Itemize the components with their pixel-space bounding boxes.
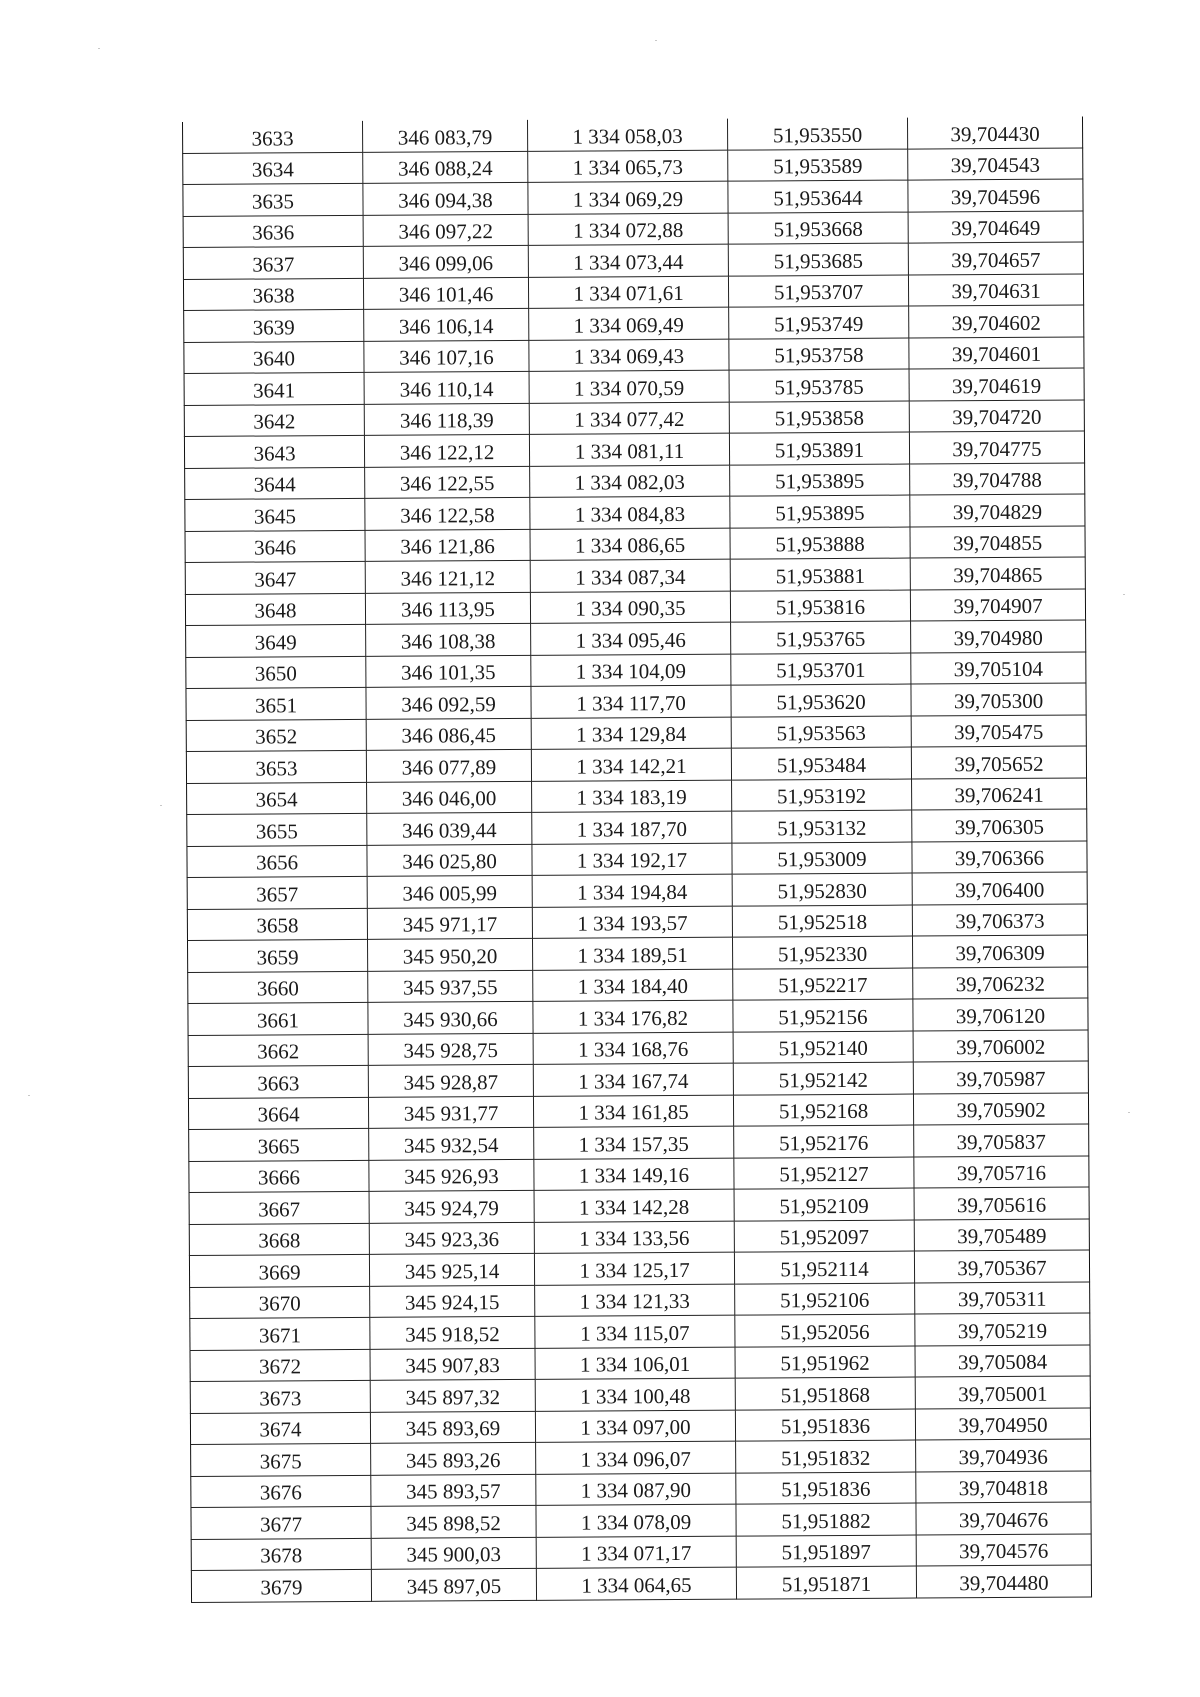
y-coordinate-cell: 1 334 189,51 bbox=[532, 937, 732, 970]
longitude-cell: 39,704788 bbox=[910, 462, 1085, 495]
longitude-cell: 39,704602 bbox=[909, 305, 1084, 338]
longitude-cell: 39,706002 bbox=[913, 1029, 1088, 1062]
latitude-cell: 51,953895 bbox=[730, 495, 910, 528]
point-number-cell: 3642 bbox=[184, 404, 364, 437]
latitude-cell: 51,953589 bbox=[728, 149, 908, 182]
point-number-cell: 3647 bbox=[185, 561, 365, 594]
latitude-cell: 51,953749 bbox=[729, 306, 909, 339]
y-coordinate-cell: 1 334 071,61 bbox=[528, 276, 728, 309]
x-coordinate-cell: 345 918,52 bbox=[370, 1316, 535, 1349]
latitude-cell: 51,951897 bbox=[736, 1535, 916, 1568]
point-number-cell: 3663 bbox=[188, 1065, 368, 1098]
y-coordinate-cell: 1 334 071,17 bbox=[536, 1536, 736, 1569]
x-coordinate-cell: 346 094,38 bbox=[363, 182, 528, 215]
y-coordinate-cell: 1 334 081,11 bbox=[529, 433, 729, 466]
latitude-cell: 51,953888 bbox=[730, 527, 910, 560]
latitude-cell: 51,952142 bbox=[733, 1062, 913, 1095]
longitude-cell: 39,704543 bbox=[908, 147, 1083, 180]
x-coordinate-cell: 346 122,58 bbox=[365, 497, 530, 530]
y-coordinate-cell: 1 334 129,84 bbox=[531, 717, 731, 750]
latitude-cell: 51,952830 bbox=[732, 873, 912, 906]
latitude-cell: 51,953009 bbox=[732, 842, 912, 875]
latitude-cell: 51,953765 bbox=[731, 621, 911, 654]
coordinates-table-container bbox=[182, 117, 1091, 1603]
point-number-cell: 3649 bbox=[186, 624, 366, 657]
x-coordinate-cell: 345 898,52 bbox=[371, 1505, 536, 1538]
point-number-cell: 3669 bbox=[189, 1254, 369, 1287]
longitude-cell: 39,705219 bbox=[915, 1313, 1090, 1346]
x-coordinate-cell: 346 083,79 bbox=[362, 120, 527, 152]
latitude-cell: 51,951836 bbox=[735, 1409, 915, 1442]
coordinates-table-body bbox=[182, 116, 1091, 1601]
point-number-cell: 3665 bbox=[189, 1128, 369, 1161]
longitude-cell: 39,705367 bbox=[914, 1250, 1089, 1283]
latitude-cell: 51,952518 bbox=[732, 905, 912, 938]
x-coordinate-cell: 346 101,35 bbox=[366, 655, 531, 688]
x-coordinate-cell: 346 097,22 bbox=[363, 214, 528, 247]
latitude-cell: 51,951868 bbox=[735, 1377, 915, 1410]
y-coordinate-cell: 1 334 125,17 bbox=[534, 1252, 734, 1285]
longitude-cell: 39,704657 bbox=[908, 242, 1083, 275]
latitude-cell: 51,952217 bbox=[733, 968, 913, 1001]
point-number-cell: 3644 bbox=[185, 467, 365, 500]
x-coordinate-cell: 346 077,89 bbox=[366, 749, 531, 782]
y-coordinate-cell: 1 334 087,90 bbox=[536, 1473, 736, 1506]
point-number-cell: 3651 bbox=[186, 687, 366, 720]
y-coordinate-cell: 1 334 121,33 bbox=[535, 1284, 735, 1317]
longitude-cell: 39,704619 bbox=[909, 368, 1084, 401]
y-coordinate-cell: 1 334 082,03 bbox=[530, 465, 730, 498]
y-coordinate-cell: 1 334 073,44 bbox=[528, 244, 728, 277]
y-coordinate-cell: 1 334 069,29 bbox=[528, 181, 728, 214]
scan-speck bbox=[1128, 1112, 1130, 1113]
latitude-cell: 51,953895 bbox=[730, 464, 910, 497]
longitude-cell: 39,705104 bbox=[911, 651, 1086, 684]
longitude-cell: 39,705616 bbox=[914, 1187, 1089, 1220]
point-number-cell: 3655 bbox=[187, 813, 367, 846]
latitude-cell: 51,953707 bbox=[728, 275, 908, 308]
y-coordinate-cell: 1 334 070,59 bbox=[529, 370, 729, 403]
longitude-cell: 39,705084 bbox=[915, 1344, 1090, 1377]
longitude-cell: 39,705652 bbox=[911, 746, 1086, 779]
point-number-cell: 3634 bbox=[183, 152, 363, 185]
coordinates-table bbox=[182, 116, 1092, 1602]
y-coordinate-cell: 1 334 142,21 bbox=[531, 748, 731, 781]
point-number-cell: 3654 bbox=[187, 782, 367, 815]
point-number-cell: 3653 bbox=[186, 750, 366, 783]
x-coordinate-cell: 346 005,99 bbox=[367, 875, 532, 908]
longitude-cell: 39,704865 bbox=[910, 557, 1085, 590]
y-coordinate-cell: 1 334 194,84 bbox=[532, 874, 732, 907]
x-coordinate-cell: 346 113,95 bbox=[365, 592, 530, 625]
latitude-cell: 51,952109 bbox=[734, 1188, 914, 1221]
x-coordinate-cell: 345 932,54 bbox=[369, 1127, 534, 1160]
x-coordinate-cell: 345 930,66 bbox=[368, 1001, 533, 1034]
x-coordinate-cell: 345 925,14 bbox=[369, 1253, 534, 1286]
x-coordinate-cell: 346 092,59 bbox=[366, 686, 531, 719]
scan-speck bbox=[1123, 594, 1125, 595]
x-coordinate-cell: 346 086,45 bbox=[366, 718, 531, 751]
y-coordinate-cell: 1 334 072,88 bbox=[528, 213, 728, 246]
x-coordinate-cell: 345 893,57 bbox=[371, 1474, 536, 1507]
scan-speck bbox=[160, 805, 162, 806]
x-coordinate-cell: 345 931,77 bbox=[368, 1096, 533, 1129]
y-coordinate-cell: 1 334 078,09 bbox=[536, 1504, 736, 1537]
x-coordinate-cell: 345 924,15 bbox=[370, 1285, 535, 1318]
longitude-cell: 39,706232 bbox=[913, 966, 1088, 999]
y-coordinate-cell: 1 334 084,83 bbox=[530, 496, 730, 529]
latitude-cell: 51,952330 bbox=[732, 936, 912, 969]
latitude-cell: 51,953858 bbox=[729, 401, 909, 434]
x-coordinate-cell: 345 897,32 bbox=[370, 1379, 535, 1412]
point-number-cell: 3657 bbox=[187, 876, 367, 909]
longitude-cell: 39,706373 bbox=[912, 903, 1087, 936]
point-number-cell: 3671 bbox=[190, 1317, 370, 1350]
x-coordinate-cell: 346 107,16 bbox=[364, 340, 529, 373]
latitude-cell: 51,953891 bbox=[729, 432, 909, 465]
x-coordinate-cell: 345 926,93 bbox=[369, 1159, 534, 1192]
latitude-cell: 51,952176 bbox=[734, 1125, 914, 1158]
longitude-cell: 39,706305 bbox=[912, 809, 1087, 842]
longitude-cell: 39,704829 bbox=[910, 494, 1085, 527]
longitude-cell: 39,705001 bbox=[915, 1376, 1090, 1409]
point-number-cell: 3656 bbox=[187, 845, 367, 878]
longitude-cell: 39,704907 bbox=[910, 588, 1085, 621]
x-coordinate-cell: 345 928,75 bbox=[368, 1033, 533, 1066]
point-number-cell: 3658 bbox=[187, 908, 367, 941]
longitude-cell: 39,704601 bbox=[909, 336, 1084, 369]
point-number-cell: 3636 bbox=[183, 215, 363, 248]
x-coordinate-cell: 345 928,87 bbox=[368, 1064, 533, 1097]
y-coordinate-cell: 1 334 106,01 bbox=[535, 1347, 735, 1380]
y-coordinate-cell: 1 334 065,73 bbox=[528, 150, 728, 183]
point-number-cell: 3677 bbox=[191, 1506, 371, 1539]
y-coordinate-cell: 1 334 104,09 bbox=[531, 654, 731, 687]
scan-speck bbox=[98, 48, 100, 49]
x-coordinate-cell: 346 088,24 bbox=[363, 151, 528, 184]
latitude-cell: 51,952106 bbox=[735, 1283, 915, 1316]
latitude-cell: 51,952127 bbox=[734, 1157, 914, 1190]
longitude-cell: 39,706400 bbox=[912, 872, 1087, 905]
longitude-cell: 39,706120 bbox=[913, 998, 1088, 1031]
longitude-cell: 39,705987 bbox=[913, 1061, 1088, 1094]
latitude-cell: 51,952056 bbox=[735, 1314, 915, 1347]
y-coordinate-cell: 1 334 192,17 bbox=[532, 843, 732, 876]
longitude-cell: 39,705311 bbox=[915, 1281, 1090, 1314]
y-coordinate-cell: 1 334 069,49 bbox=[529, 307, 729, 340]
latitude-cell: 51,952168 bbox=[733, 1094, 913, 1127]
x-coordinate-cell: 346 122,12 bbox=[364, 434, 529, 467]
longitude-cell: 39,705489 bbox=[914, 1218, 1089, 1251]
y-coordinate-cell: 1 334 167,74 bbox=[533, 1063, 733, 1096]
longitude-cell: 39,704631 bbox=[908, 273, 1083, 306]
longitude-cell: 39,705716 bbox=[914, 1155, 1089, 1188]
y-coordinate-cell: 1 334 184,40 bbox=[533, 969, 733, 1002]
x-coordinate-cell: 346 118,39 bbox=[364, 403, 529, 436]
y-coordinate-cell: 1 334 069,43 bbox=[529, 339, 729, 372]
y-coordinate-cell: 1 334 149,16 bbox=[534, 1158, 734, 1191]
point-number-cell: 3643 bbox=[184, 435, 364, 468]
longitude-cell: 39,705837 bbox=[914, 1124, 1089, 1157]
latitude-cell: 51,951882 bbox=[736, 1503, 916, 1536]
latitude-cell: 51,951871 bbox=[736, 1566, 916, 1599]
longitude-cell: 39,704649 bbox=[908, 210, 1083, 243]
y-coordinate-cell: 1 334 064,65 bbox=[536, 1567, 736, 1600]
x-coordinate-cell: 346 039,44 bbox=[367, 812, 532, 845]
latitude-cell: 51,953668 bbox=[728, 212, 908, 245]
y-coordinate-cell: 1 334 133,56 bbox=[534, 1221, 734, 1254]
y-coordinate-cell: 1 334 142,28 bbox=[534, 1189, 734, 1222]
x-coordinate-cell: 345 893,26 bbox=[371, 1442, 536, 1475]
longitude-cell: 39,704818 bbox=[916, 1470, 1091, 1503]
longitude-cell: 39,704676 bbox=[916, 1502, 1091, 1535]
longitude-cell: 39,705300 bbox=[911, 683, 1086, 716]
point-number-cell: 3646 bbox=[185, 530, 365, 563]
point-number-cell: 3674 bbox=[190, 1412, 370, 1445]
point-number-cell: 3645 bbox=[185, 498, 365, 531]
latitude-cell: 51,953644 bbox=[728, 180, 908, 213]
latitude-cell: 51,953816 bbox=[730, 590, 910, 623]
point-number-cell: 3666 bbox=[189, 1160, 369, 1193]
point-number-cell: 3670 bbox=[190, 1286, 370, 1319]
point-number-cell: 3667 bbox=[189, 1191, 369, 1224]
x-coordinate-cell: 346 046,00 bbox=[367, 781, 532, 814]
point-number-cell: 3661 bbox=[188, 1002, 368, 1035]
point-number-cell: 3650 bbox=[186, 656, 366, 689]
x-coordinate-cell: 345 950,20 bbox=[367, 938, 532, 971]
longitude-cell: 39,704950 bbox=[915, 1407, 1090, 1440]
point-number-cell: 3640 bbox=[184, 341, 364, 374]
latitude-cell: 51,952140 bbox=[733, 1031, 913, 1064]
y-coordinate-cell: 1 334 161,85 bbox=[533, 1095, 733, 1128]
point-number-cell: 3676 bbox=[191, 1475, 371, 1508]
longitude-cell: 39,706241 bbox=[912, 777, 1087, 810]
point-number-cell: 3638 bbox=[183, 278, 363, 311]
latitude-cell: 51,953550 bbox=[727, 118, 907, 150]
point-number-cell: 3660 bbox=[188, 971, 368, 1004]
longitude-cell: 39,704430 bbox=[907, 116, 1082, 148]
x-coordinate-cell: 345 897,05 bbox=[371, 1568, 536, 1601]
longitude-cell: 39,704775 bbox=[909, 431, 1084, 464]
x-coordinate-cell: 346 025,80 bbox=[367, 844, 532, 877]
y-coordinate-cell: 1 334 176,82 bbox=[533, 1000, 733, 1033]
point-number-cell: 3659 bbox=[187, 939, 367, 972]
x-coordinate-cell: 345 923,36 bbox=[369, 1222, 534, 1255]
latitude-cell: 51,952114 bbox=[734, 1251, 914, 1284]
x-coordinate-cell: 346 121,12 bbox=[365, 560, 530, 593]
y-coordinate-cell: 1 334 187,70 bbox=[532, 811, 732, 844]
latitude-cell: 51,953758 bbox=[729, 338, 909, 371]
y-coordinate-cell: 1 334 117,70 bbox=[531, 685, 731, 718]
x-coordinate-cell: 345 893,69 bbox=[370, 1411, 535, 1444]
longitude-cell: 39,704576 bbox=[916, 1533, 1091, 1566]
latitude-cell: 51,951836 bbox=[736, 1472, 916, 1505]
point-number-cell: 3679 bbox=[191, 1569, 371, 1602]
longitude-cell: 39,704480 bbox=[916, 1565, 1091, 1598]
y-coordinate-cell: 1 334 115,07 bbox=[535, 1315, 735, 1348]
x-coordinate-cell: 346 101,46 bbox=[363, 277, 528, 310]
x-coordinate-cell: 345 924,79 bbox=[369, 1190, 534, 1223]
y-coordinate-cell: 1 334 077,42 bbox=[529, 402, 729, 435]
latitude-cell: 51,953563 bbox=[731, 716, 911, 749]
longitude-cell: 39,704936 bbox=[916, 1439, 1091, 1472]
longitude-cell: 39,705902 bbox=[913, 1092, 1088, 1125]
point-number-cell: 3672 bbox=[190, 1349, 370, 1382]
longitude-cell: 39,706309 bbox=[912, 935, 1087, 968]
table-row bbox=[191, 1565, 1091, 1602]
y-coordinate-cell: 1 334 100,48 bbox=[535, 1378, 735, 1411]
latitude-cell: 51,953785 bbox=[729, 369, 909, 402]
x-coordinate-cell: 346 108,38 bbox=[366, 623, 531, 656]
y-coordinate-cell: 1 334 058,03 bbox=[527, 119, 727, 151]
x-coordinate-cell: 345 907,83 bbox=[370, 1348, 535, 1381]
latitude-cell: 51,952097 bbox=[734, 1220, 914, 1253]
latitude-cell: 51,952156 bbox=[733, 999, 913, 1032]
y-coordinate-cell: 1 334 097,00 bbox=[535, 1410, 735, 1443]
latitude-cell: 51,953701 bbox=[731, 653, 911, 686]
point-number-cell: 3637 bbox=[183, 246, 363, 279]
latitude-cell: 51,953484 bbox=[731, 747, 911, 780]
y-coordinate-cell: 1 334 168,76 bbox=[533, 1032, 733, 1065]
y-coordinate-cell: 1 334 090,35 bbox=[530, 591, 730, 624]
point-number-cell: 3675 bbox=[191, 1443, 371, 1476]
point-number-cell: 3673 bbox=[190, 1380, 370, 1413]
scan-speck bbox=[28, 1095, 30, 1096]
x-coordinate-cell: 346 106,14 bbox=[364, 308, 529, 341]
x-coordinate-cell: 346 122,55 bbox=[365, 466, 530, 499]
longitude-cell: 39,704720 bbox=[909, 399, 1084, 432]
point-number-cell: 3664 bbox=[188, 1097, 368, 1130]
point-number-cell: 3652 bbox=[186, 719, 366, 752]
point-number-cell: 3648 bbox=[185, 593, 365, 626]
longitude-cell: 39,704596 bbox=[908, 179, 1083, 212]
point-number-cell: 3678 bbox=[191, 1538, 371, 1571]
point-number-cell: 3662 bbox=[188, 1034, 368, 1067]
latitude-cell: 51,953881 bbox=[730, 558, 910, 591]
latitude-cell: 51,953192 bbox=[732, 779, 912, 812]
latitude-cell: 51,953620 bbox=[731, 684, 911, 717]
y-coordinate-cell: 1 334 087,34 bbox=[530, 559, 730, 592]
latitude-cell: 51,953132 bbox=[732, 810, 912, 843]
longitude-cell: 39,706366 bbox=[912, 840, 1087, 873]
x-coordinate-cell: 346 121,86 bbox=[365, 529, 530, 562]
point-number-cell: 3635 bbox=[183, 183, 363, 216]
y-coordinate-cell: 1 334 095,46 bbox=[531, 622, 731, 655]
latitude-cell: 51,953685 bbox=[728, 243, 908, 276]
y-coordinate-cell: 1 334 183,19 bbox=[532, 780, 732, 813]
point-number-cell: 3668 bbox=[189, 1223, 369, 1256]
longitude-cell: 39,704855 bbox=[910, 525, 1085, 558]
x-coordinate-cell: 345 900,03 bbox=[371, 1537, 536, 1570]
y-coordinate-cell: 1 334 157,35 bbox=[534, 1126, 734, 1159]
x-coordinate-cell: 345 971,17 bbox=[367, 907, 532, 940]
longitude-cell: 39,704980 bbox=[911, 620, 1086, 653]
point-number-cell: 3639 bbox=[184, 309, 364, 342]
scan-speck bbox=[655, 40, 657, 41]
point-number-cell: 3641 bbox=[184, 372, 364, 405]
point-number-cell: 3633 bbox=[182, 121, 362, 153]
latitude-cell: 51,951962 bbox=[735, 1346, 915, 1379]
y-coordinate-cell: 1 334 096,07 bbox=[536, 1441, 736, 1474]
longitude-cell: 39,705475 bbox=[911, 714, 1086, 747]
y-coordinate-cell: 1 334 193,57 bbox=[532, 906, 732, 939]
y-coordinate-cell: 1 334 086,65 bbox=[530, 528, 730, 561]
x-coordinate-cell: 346 099,06 bbox=[363, 245, 528, 278]
x-coordinate-cell: 346 110,14 bbox=[364, 371, 529, 404]
latitude-cell: 51,951832 bbox=[736, 1440, 916, 1473]
x-coordinate-cell: 345 937,55 bbox=[368, 970, 533, 1003]
